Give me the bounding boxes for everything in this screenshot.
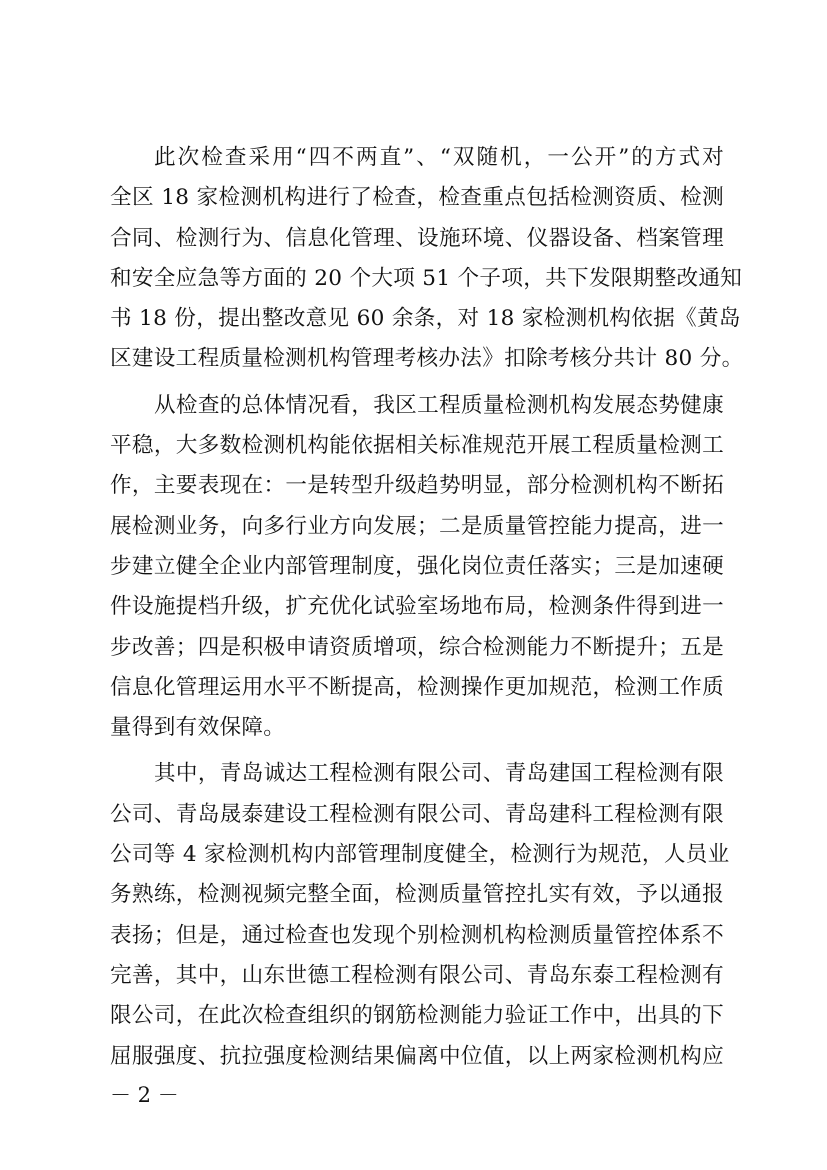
paragraph-inspection-summary xyxy=(110,138,744,380)
text-line: 作，主要表现在：一是转型升级趋势明显，部分检测机构不断拓 xyxy=(110,473,724,499)
text-line: 其中，青岛诚达工程检测有限公司、青岛建国工程检测有限 xyxy=(154,761,724,787)
text-line: 步建立健全企业内部管理制度，强化岗位责任落实；三是加速硬 xyxy=(110,553,724,579)
paragraph-commendation-and-issues xyxy=(110,754,730,1076)
paragraph-overall-situation xyxy=(110,386,724,749)
text-line: 步改善；四是积极申请资质增项，综合检测能力不断提升；五是 xyxy=(110,634,724,660)
text-line: 平稳，大多数检测机构能依据相关标准规范开展工程质量检测工 xyxy=(110,433,724,459)
text-line: 区建设工程质量检测机构管理考核办法》扣除考核分共计 80 分。 xyxy=(110,346,744,372)
text-line: 限公司，在此次检查组织的钢筋检测能力验证工作中，出具的下 xyxy=(110,1003,724,1029)
text-line: 全区 18 家检测机构进行了检查，检查重点包括检测资质、检测 xyxy=(110,185,724,211)
page-number: － 2 － xyxy=(110,1083,179,1107)
text-line: 务熟练，检测视频完整全面，检测质量管控扎实有效，予以通报 xyxy=(110,882,724,908)
text-line: 书 18 份，提出整改意见 60 余条，对 18 家检测机构依据《黄岛 xyxy=(110,306,741,332)
text-line: 件设施提档升级，扩充优化试验室场地布局，检测条件得到进一 xyxy=(110,594,724,620)
text-line: 公司等 4 家检测机构内部管理制度健全，检测行为规范，人员业 xyxy=(110,842,730,868)
document-body xyxy=(110,138,744,1083)
text-line: 信息化管理运用水平不断提高，检测操作更加规范，检测工作质 xyxy=(110,674,724,700)
text-line: 合同、检测行为、信息化管理、设施环境、仪器设备、档案管理 xyxy=(110,225,724,251)
text-line: 从检查的总体情况看，我区工程质量检测机构发展态势健康 xyxy=(154,392,724,418)
text-line: 屈服强度、抗拉强度检测结果偏离中位值，以上两家检测机构应 xyxy=(110,1043,724,1069)
text-line: 展检测业务，向多行业方向发展；二是质量管控能力提高，进一 xyxy=(110,513,724,539)
text-line: 量得到有效保障。 xyxy=(110,715,286,741)
text-line: 表扬；但是，通过检查也发现个别检测机构检测质量管控体系不 xyxy=(110,922,724,948)
text-line: 公司、青岛晟泰建设工程检测有限公司、青岛建科工程检测有限 xyxy=(110,801,724,827)
text-line: 此次检查采用“四不两直”、“双随机，一公开”的方式对 xyxy=(154,145,724,170)
text-line: 完善，其中，山东世德工程检测有限公司、青岛东泰工程检测有 xyxy=(110,962,724,988)
text-line: 和安全应急等方面的 20 个大项 51 个子项，共下发限期整改通知 xyxy=(110,265,743,291)
